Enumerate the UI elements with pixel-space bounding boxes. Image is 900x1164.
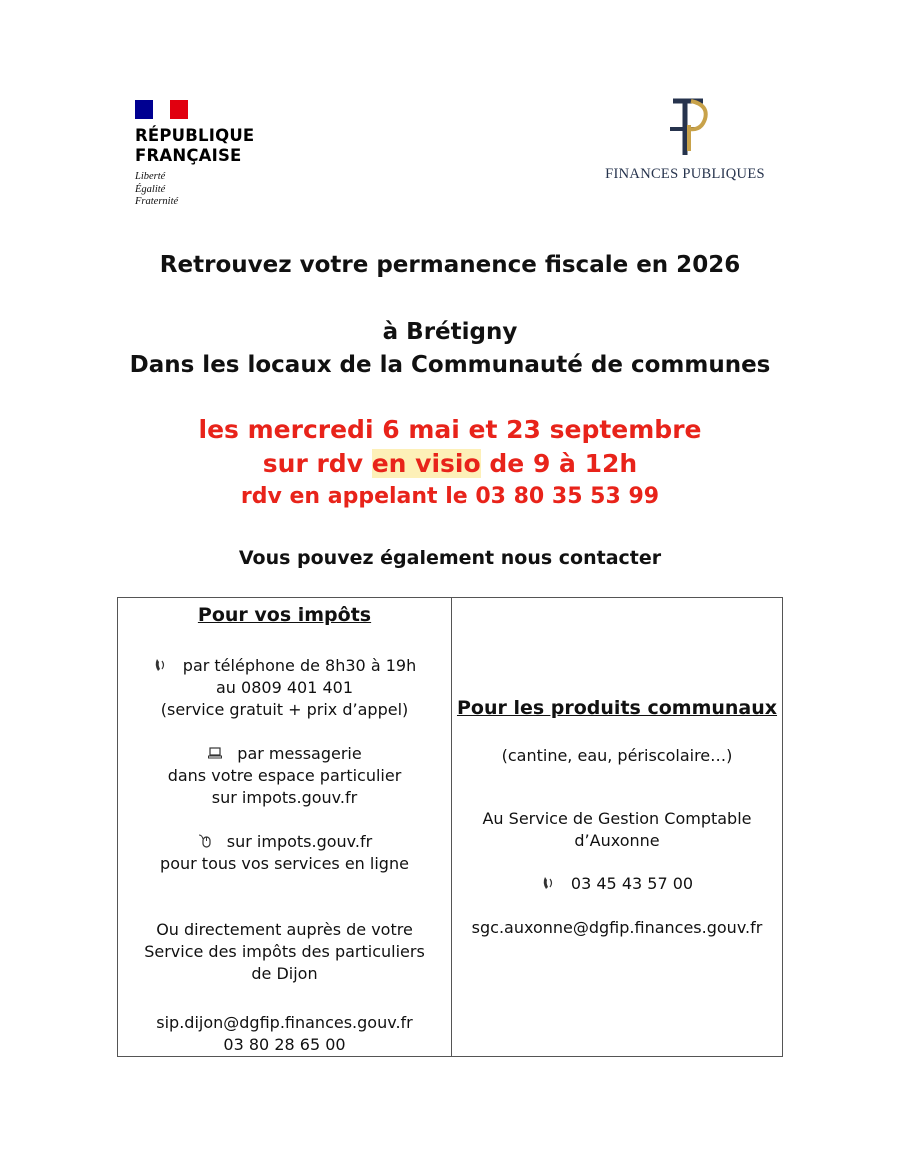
sgc-phone: 03 45 43 57 00 xyxy=(451,873,783,895)
mouse-icon xyxy=(197,833,213,849)
taxes-column xyxy=(118,598,452,1056)
municipal-column xyxy=(451,598,783,1056)
sgc-email[interactable]: sgc.auxonne@dgfip.finances.gouv.fr xyxy=(471,918,763,937)
online-contact: sur impots.gouv.fr pour tous vos services en ligne xyxy=(160,832,409,873)
municipal-examples: (cantine, eau, périscolaire…) xyxy=(501,746,733,765)
finances-publiques-logo xyxy=(600,95,770,183)
rf-name: RÉPUBLIQUE FRANÇAISE xyxy=(135,126,255,165)
french-flag-icon xyxy=(135,100,188,119)
sgc-service: Au Service de Gestion Comptable d’Auxonne xyxy=(482,809,752,850)
location: à Brétigny xyxy=(382,319,518,345)
venue: Dans les locaux de la Communauté de communes xyxy=(129,352,771,378)
republique-francaise-logo xyxy=(135,100,295,209)
municipal-column-title: Pour les produits communaux xyxy=(456,697,778,719)
visio-highlight: en visio xyxy=(371,449,481,478)
rf-motto: Liberté Égalité Fraternité xyxy=(135,171,179,207)
fp-name: FINANCES PUBLIQUES xyxy=(605,166,765,182)
schedule-phone: rdv en appelant le 03 80 35 53 99 xyxy=(240,484,660,509)
contact-intro: Vous pouvez également nous contacter xyxy=(238,547,662,569)
taxes-column-title: Pour vos impôts xyxy=(197,604,372,626)
computer-icon xyxy=(207,745,223,761)
messaging-contact: par messagerie dans votre espace particulier sur impots.gouv.fr xyxy=(167,744,402,807)
sip-email[interactable]: sip.dijon@dgfip.finances.gouv.fr xyxy=(156,1013,413,1032)
fp-monogram-icon xyxy=(655,95,715,159)
sip-contact xyxy=(118,1012,451,1056)
schedule-dates: les mercredi 6 mai et 23 septembre xyxy=(198,415,702,444)
page-title: Retrouvez votre permanence fiscale en 2026 xyxy=(159,252,741,278)
sip-phone: 03 80 28 65 00 xyxy=(223,1035,346,1054)
phone-contact: par téléphone de 8h30 à 19h au 0809 401 401 (service gratuit + prix d’appel) xyxy=(118,655,451,721)
phone-icon xyxy=(541,875,557,891)
schedule-rdv: sur rdv en visio de 9 à 12h xyxy=(262,449,638,478)
direct-contact: Ou directement auprès de votre Service des impôts des particuliers de Dijon xyxy=(144,920,425,983)
phone-icon xyxy=(153,657,169,673)
contact-table xyxy=(117,597,783,1057)
